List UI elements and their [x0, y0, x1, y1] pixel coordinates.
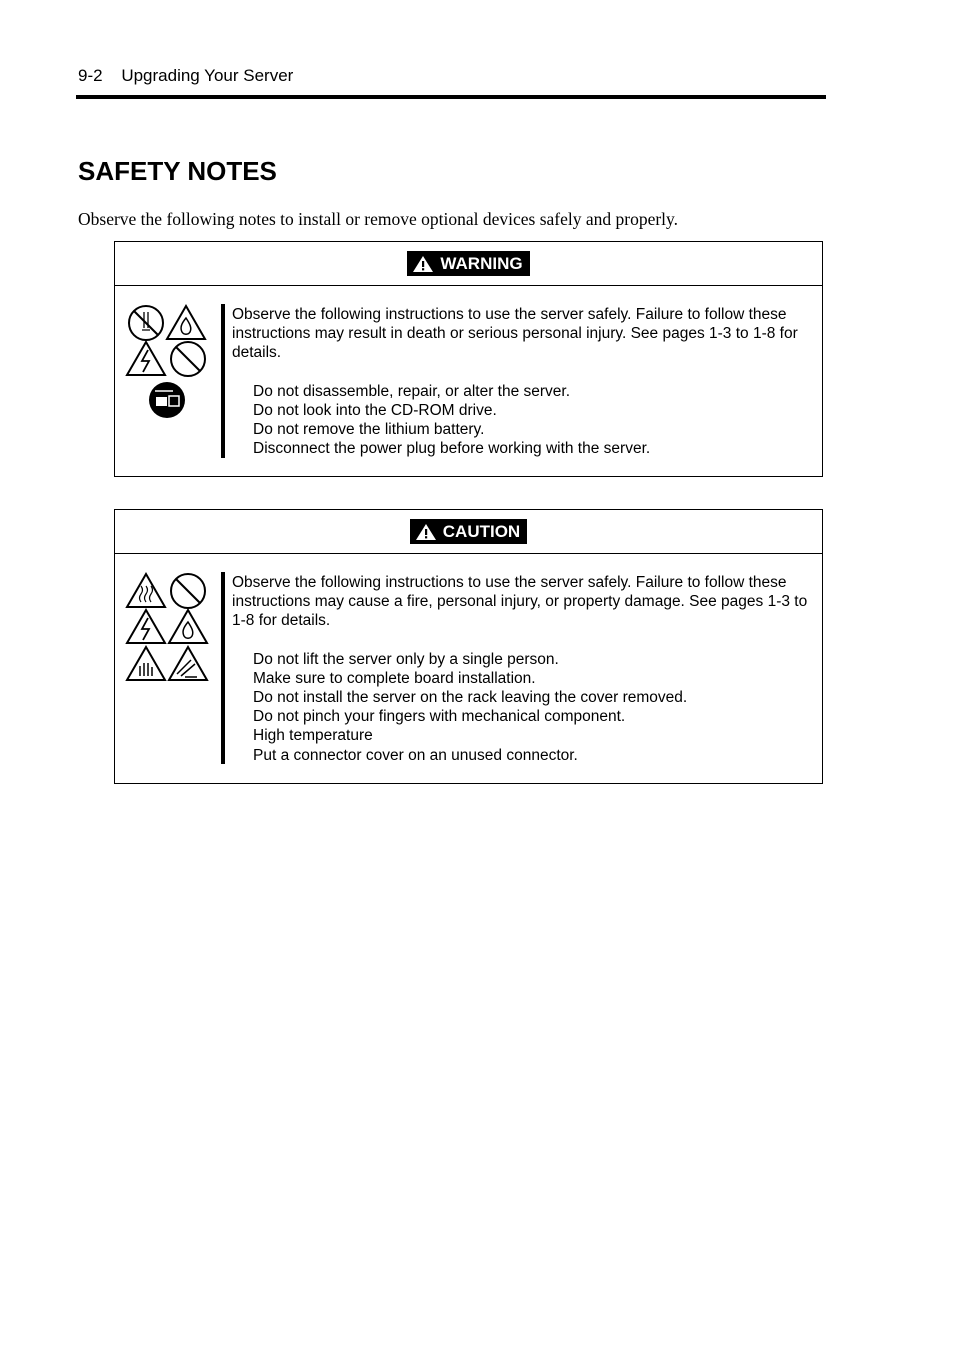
- caution-header: [115, 510, 822, 554]
- list-item: Do not disassemble, repair, or alter the server.: [253, 382, 571, 400]
- caution-badge: [410, 519, 527, 544]
- caution-triangle-icon: [415, 523, 437, 541]
- warning-box: [114, 241, 823, 477]
- list-item: Disconnect the power plug before working with the server.: [253, 440, 651, 458]
- warning-triangle-icon: [412, 255, 434, 273]
- electric-shock-icon: [127, 342, 165, 375]
- caution-icons: [125, 572, 215, 690]
- warning-badge: [407, 251, 529, 276]
- unplug-icon: [149, 382, 185, 418]
- page-title: SAFETY NOTES: [78, 156, 277, 186]
- prohibited-icon: [171, 342, 205, 376]
- caution-text: Observe the following instructions to use the server safely. Failure to follow these instructions may cause a fire, personal injury, or property damage. See pages 1-3 to 1-8 for details.: [232, 574, 808, 630]
- header-rule: [76, 95, 826, 99]
- list-item: Make sure to complete board installation.: [253, 669, 536, 687]
- caution-vertical-bar: [221, 572, 225, 764]
- list-item: Do not remove the lithium battery.: [253, 421, 485, 439]
- warning-header: [115, 242, 822, 286]
- list-item: High temperature: [253, 727, 373, 745]
- warning-vertical-bar: [221, 304, 225, 458]
- section-title: Upgrading Your Server: [121, 66, 294, 85]
- caution-body: [115, 554, 822, 783]
- caution-content: [232, 573, 816, 765]
- hand-injury-icon: [127, 647, 165, 680]
- pinch-fingers-icon: [169, 647, 207, 680]
- page-header: [78, 66, 293, 86]
- fire-warning-icon: [169, 610, 207, 643]
- prohibited-icon: [171, 574, 205, 608]
- warning-text: Observe the following instructions to use the server safely. Failure to follow these instructions may result in death or serious personal injury. See pages 1-3 to 1-8 for details.: [232, 306, 798, 362]
- caution-box: [114, 509, 823, 784]
- list-item: Do not install the server on the rack leaving the cover removed.: [253, 689, 688, 707]
- list-item: Do not lift the server only by a single person.: [253, 650, 559, 668]
- warning-label: WARNING: [440, 253, 523, 273]
- warning-content: [232, 305, 816, 458]
- high-temperature-icon: [127, 574, 165, 607]
- warning-list: [232, 382, 816, 459]
- no-disassembly-icon: [129, 306, 163, 340]
- fire-warning-icon: [167, 306, 205, 339]
- list-item: Do not pinch your fingers with mechanical component.: [253, 708, 626, 726]
- list-item: Do not look into the CD-ROM drive.: [253, 401, 497, 419]
- page-number: 9-2: [78, 66, 103, 85]
- warning-icons: [125, 304, 215, 422]
- list-item: Put a connector cover on an unused connector.: [253, 746, 578, 764]
- intro-text: Observe the following notes to install or remove optional devices safely and properly.: [78, 209, 679, 229]
- caution-list: [232, 650, 816, 765]
- electric-shock-icon: [127, 610, 165, 643]
- warning-body: [115, 286, 822, 476]
- caution-label: CAUTION: [442, 521, 521, 541]
